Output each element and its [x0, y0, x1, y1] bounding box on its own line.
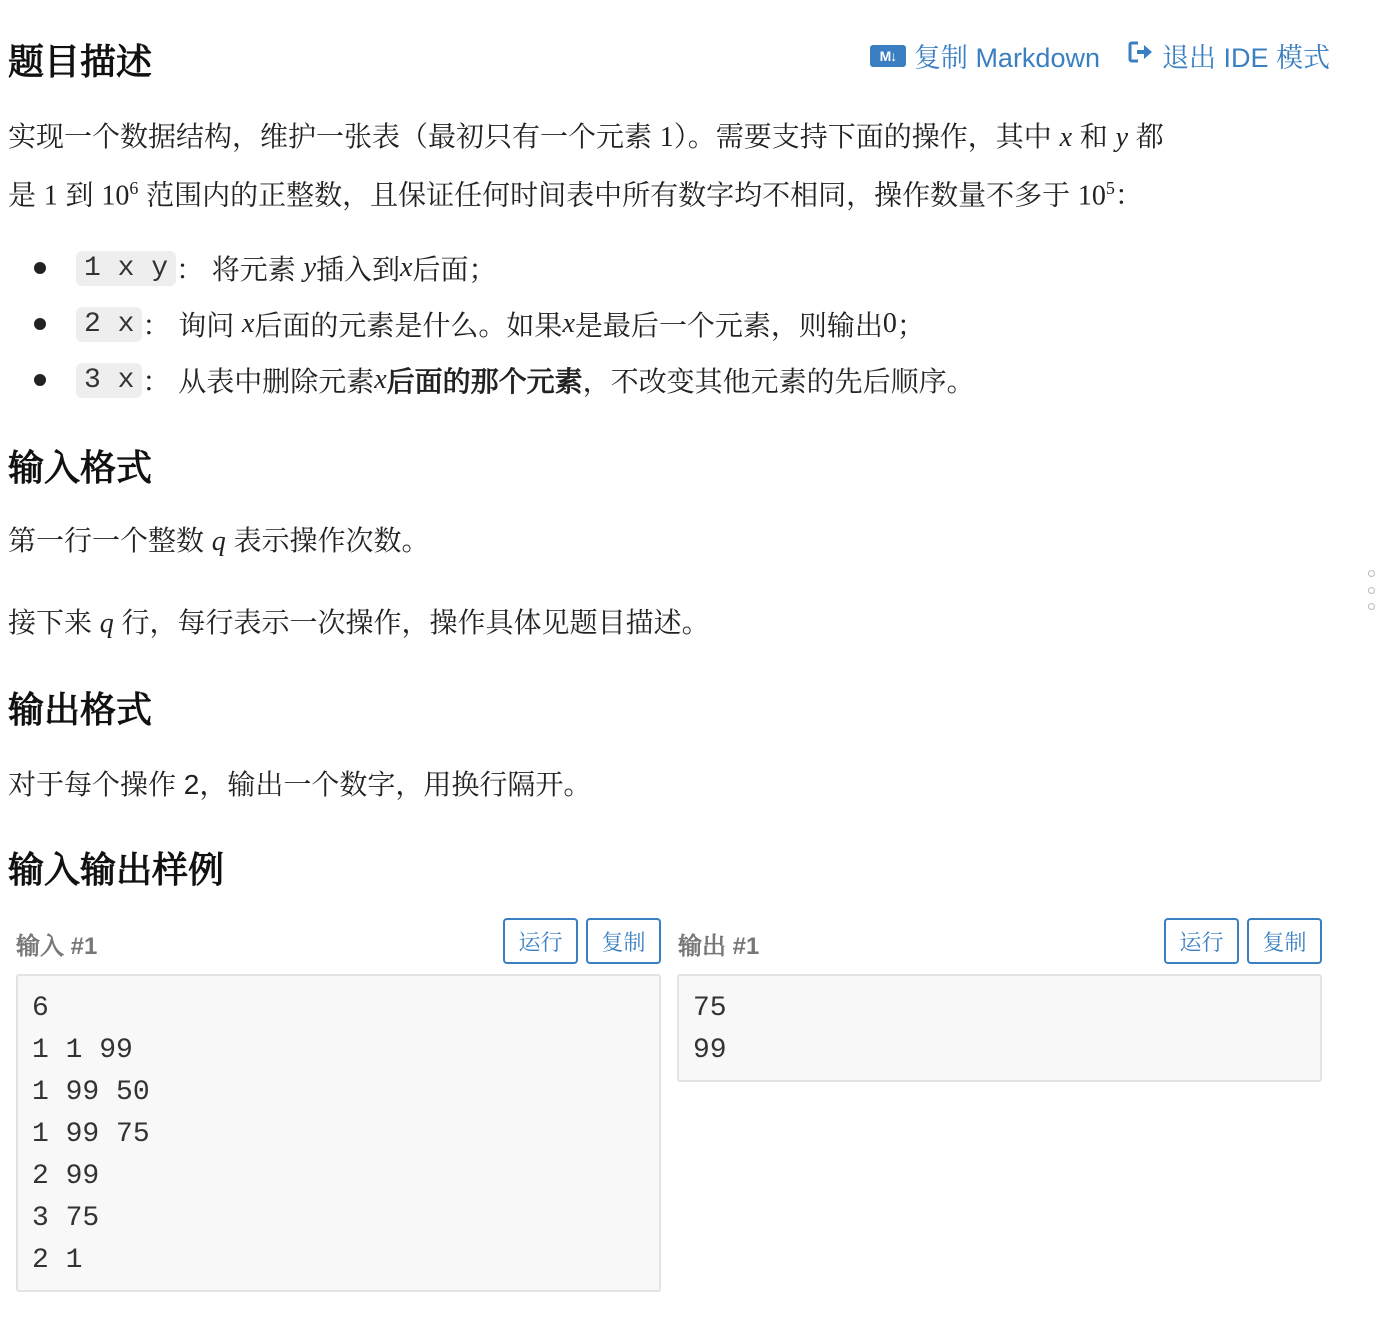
bold-text: 后面的那个元素 — [386, 366, 583, 397]
copy-output-button[interactable]: 复制 — [1247, 918, 1322, 964]
inline-code: 3 x — [76, 363, 142, 398]
sample-line: 2 1 — [32, 1245, 83, 1276]
run-input-button[interactable]: 运行 — [503, 918, 578, 964]
exit-ide-button[interactable] — [1128, 36, 1330, 75]
text: 接下来 — [8, 607, 100, 638]
input-format-p1 — [8, 516, 430, 567]
text: 后面； — [412, 254, 497, 285]
text: 到 — [57, 179, 102, 211]
sample-line: 1 1 99 — [32, 1035, 133, 1066]
sample-output-label: 输出 #1 — [678, 933, 760, 960]
section-title-output-format: 输出格式 — [8, 689, 153, 730]
math-one: 1 — [43, 180, 58, 212]
text: 范围内的正整数，且保证任何时间表中所有数字均不相同，操作数量不多于 — [138, 179, 1078, 211]
math-ten: 10 — [1077, 180, 1106, 212]
math-zero: 0 — [882, 308, 897, 339]
text: 表示操作次数。 — [225, 525, 430, 556]
math-x: x — [400, 252, 413, 283]
markdown-icon: M↓ — [870, 45, 906, 67]
list-item — [0, 240, 975, 296]
operations-list — [0, 240, 975, 408]
sample-input-label: 输入 #1 — [16, 933, 98, 960]
copy-input-button[interactable]: 复制 — [586, 918, 661, 964]
copy-markdown-button[interactable] — [870, 36, 1100, 75]
description-paragraph — [8, 112, 1328, 221]
math-exponent: 6 — [129, 178, 139, 198]
text: ： 从表中删除元素 — [142, 366, 375, 397]
sample-line: 3 75 — [32, 1203, 100, 1234]
text: ： 将元素 — [176, 254, 296, 285]
sample-line: 75 — [693, 993, 727, 1024]
inline-code: 2 x — [76, 307, 142, 342]
section-title-input-format: 输入格式 — [8, 447, 153, 488]
bullet-icon — [34, 262, 46, 274]
text: ，不改变其他元素的先后顺序。 — [582, 366, 975, 397]
math-x: x — [1059, 122, 1073, 153]
math-one: 1 — [659, 122, 674, 153]
math-y: y — [1115, 122, 1129, 153]
run-output-button[interactable]: 运行 — [1164, 918, 1239, 964]
text: ： 询问 — [142, 310, 235, 341]
math-exponent: 5 — [1105, 178, 1115, 198]
input-format-p2 — [8, 598, 710, 649]
sample-input-box[interactable] — [16, 974, 661, 1292]
inline-code: 1 x y — [76, 251, 176, 286]
math-x: x — [241, 308, 255, 339]
text: ： — [1114, 179, 1143, 211]
sample-line: 1 99 75 — [32, 1119, 150, 1150]
text: 是 — [8, 179, 44, 211]
text: 插入到 — [316, 254, 401, 285]
header-actions — [870, 36, 1330, 75]
resize-handle-icon[interactable] — [1366, 570, 1376, 610]
text: 都 — [1128, 121, 1164, 152]
section-title-samples: 输入输出样例 — [8, 849, 225, 890]
text: 和 — [1072, 121, 1116, 152]
text: 实现一个数据结构，维护一张表（最初只有一个元素 — [8, 121, 660, 152]
math-x: x — [562, 308, 575, 339]
math-q: q — [211, 526, 226, 557]
exit-ide-label: 退出 IDE 模式 — [1161, 43, 1330, 73]
text: 第一行一个整数 — [8, 525, 212, 556]
list-item — [0, 296, 975, 352]
copy-markdown-label: 复制 Markdown — [913, 43, 1100, 73]
sample-line: 1 99 50 — [32, 1077, 150, 1108]
text: 行，每行表示一次操作，操作具体见题目描述。 — [113, 607, 710, 638]
sample-output-box[interactable] — [677, 974, 1322, 1082]
bullet-icon — [34, 318, 46, 330]
text: 是最后一个元素，则输出 — [574, 310, 883, 341]
sample-line: 6 — [32, 993, 49, 1024]
section-title-description: 题目描述 — [8, 41, 153, 82]
description-line-2 — [8, 163, 1328, 221]
math-q: q — [99, 608, 114, 639]
output-format-p1: 对于每个操作 2，输出一个数字，用换行隔开。 — [8, 769, 592, 800]
exit-icon — [1128, 40, 1154, 71]
description-line-1 — [8, 112, 1328, 163]
math-y: y — [303, 252, 317, 283]
text: 后面的元素是什么。如果 — [254, 310, 563, 341]
sample-line: 99 — [693, 1035, 727, 1066]
sample-line: 2 99 — [32, 1161, 100, 1192]
text: ）。需要支持下面的操作，其中 — [673, 121, 1060, 152]
text: ； — [896, 310, 925, 341]
math-x: x — [374, 364, 387, 395]
math-ten: 10 — [101, 180, 130, 212]
list-item — [0, 352, 975, 408]
bullet-icon — [34, 374, 46, 386]
